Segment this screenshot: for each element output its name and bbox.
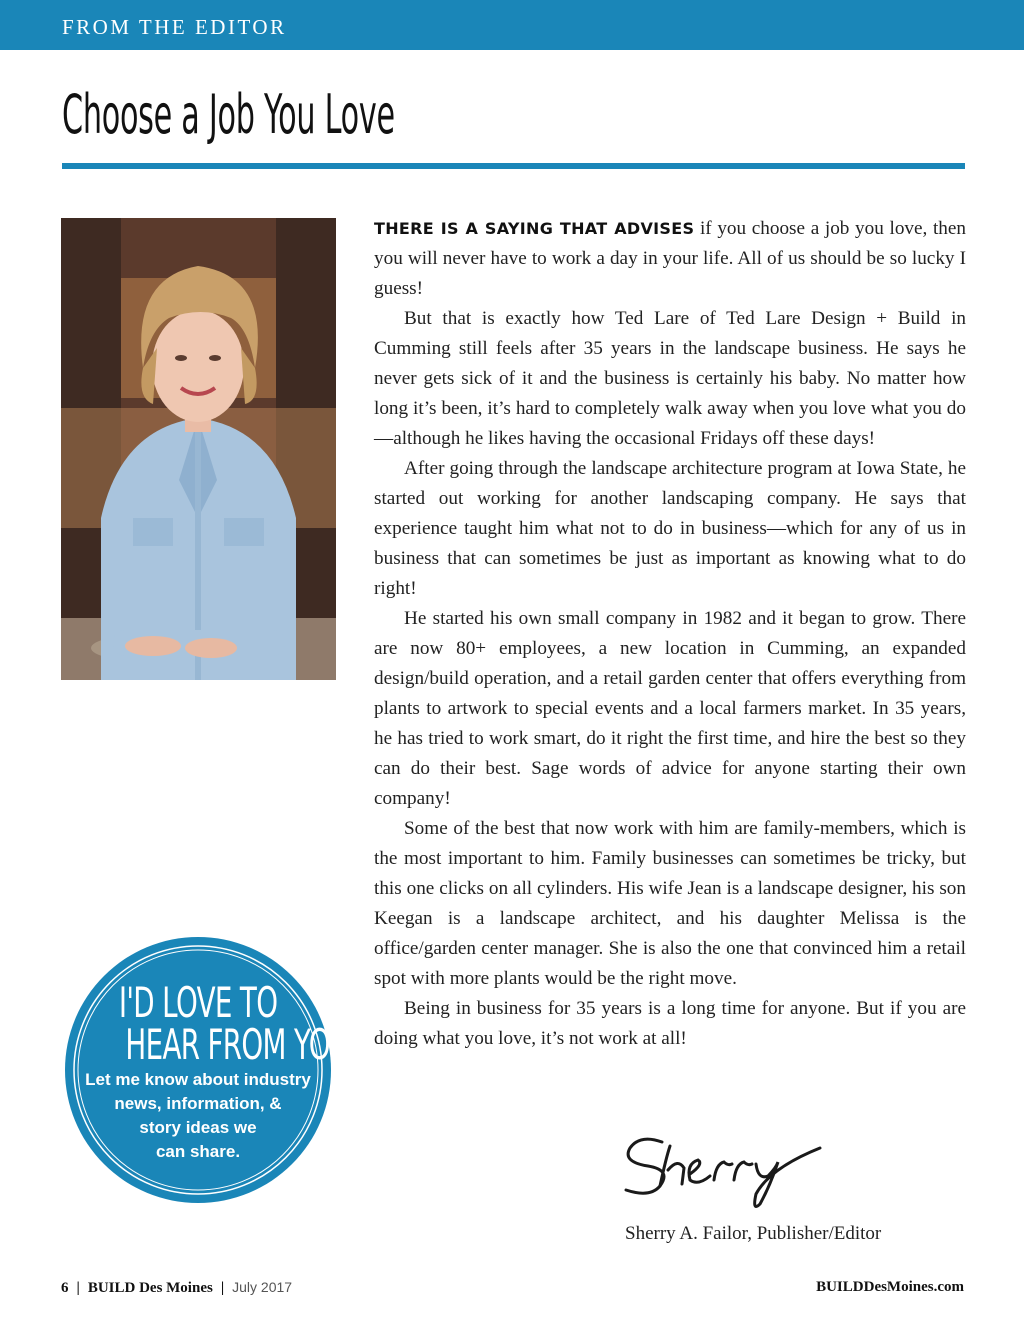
- article-paragraph: But that is exactly how Ted Lare of Ted Lare Design + Build in Cumming still feels after 35 years in the landscape business. He says he never gets sick of it and the business is certainly his baby. No matter how long it’s been, it’s hard to completely walk away when you love what you do—although he likes having the occasional Fridays off these days!: [374, 308, 966, 449]
- title-divider: [62, 163, 965, 169]
- signature-caption: Sherry A. Failor, Publisher/Editor: [625, 1223, 882, 1244]
- badge-title-text: I'D LOVE TO: [118, 978, 278, 1027]
- badge-title-line2: [65, 1020, 360, 1069]
- portrait-illustration: [61, 218, 336, 680]
- footer-separator: |: [76, 1280, 80, 1296]
- badge-subtitle-line: news, information, &: [114, 1094, 282, 1113]
- badge-title-text: HEAR FROM YOU!: [125, 1020, 360, 1069]
- badge-subtitle-line: Let me know about industry: [85, 1070, 311, 1089]
- publication-name: BUILD Des Moines: [87, 1280, 213, 1296]
- article-paragraph: After going through the landscape architecture program at Iowa State, he started out working for another landscaping company. He says that experience taught him what not to do in business—which for any of us in business that can sometimes be just as important as knowing what to do right!: [374, 458, 966, 599]
- section-label: FROM THE EDITOR: [62, 15, 287, 39]
- page-number: 6: [61, 1280, 69, 1296]
- section-header-bar: [0, 0, 1024, 50]
- badge-subtitle: [85, 1068, 311, 1164]
- lead-in-text: if you choose a job you love, then you will never have to work a day in your life. All of us should be so lucky I guess!: [374, 218, 967, 299]
- lead-in-caps: THERE IS A SAYING THAT ADVISES: [374, 219, 695, 238]
- issue-date: July 2017: [232, 1279, 293, 1295]
- website-link[interactable]: BUILDDesMoines.com: [816, 1279, 964, 1295]
- article-paragraph: He started his own small company in 1982 and it began to grow. There are now 80+ employees, a new location in Cumming, an expanded design/build operation, and a retail garden center that offers everything from plants to artwork to special events and a local farmers market. In 35 years, he has tried to work smart, do it right the first time, and hire the best so they can do their best. Sage words of advice for anyone starting their own company!: [374, 608, 966, 809]
- article-body: [374, 214, 966, 1054]
- badge-title-line1: [65, 978, 331, 1027]
- footer-left: [61, 1279, 292, 1297]
- article-paragraph: Some of the best that now work with him are family-members, which is the most important to him. Family businesses can sometimes be tricky, but this one clicks on all cylinders. His wife Jean is a landscape designer, his son Keegan is a landscape architect, and his daughter Melissa is the office/garden center manager. She is also the one that convinced him a retail spot with more plants would be the right move.: [374, 818, 966, 989]
- contact-badge: [65, 937, 360, 1203]
- footer-separator: |: [220, 1280, 225, 1296]
- page-title: Choose a Job You Love: [62, 83, 395, 146]
- badge-subtitle-line: can share.: [155, 1142, 241, 1161]
- article-paragraph-lead: [374, 214, 966, 304]
- article-paragraph: Being in business for 35 years is a long time for anyone. But if you are doing what you love, it’s not work at all!: [374, 998, 966, 1049]
- editor-portrait-photo: [61, 218, 336, 680]
- badge-subtitle-line: story ideas we: [139, 1118, 257, 1137]
- handwritten-signature: [620, 1128, 830, 1212]
